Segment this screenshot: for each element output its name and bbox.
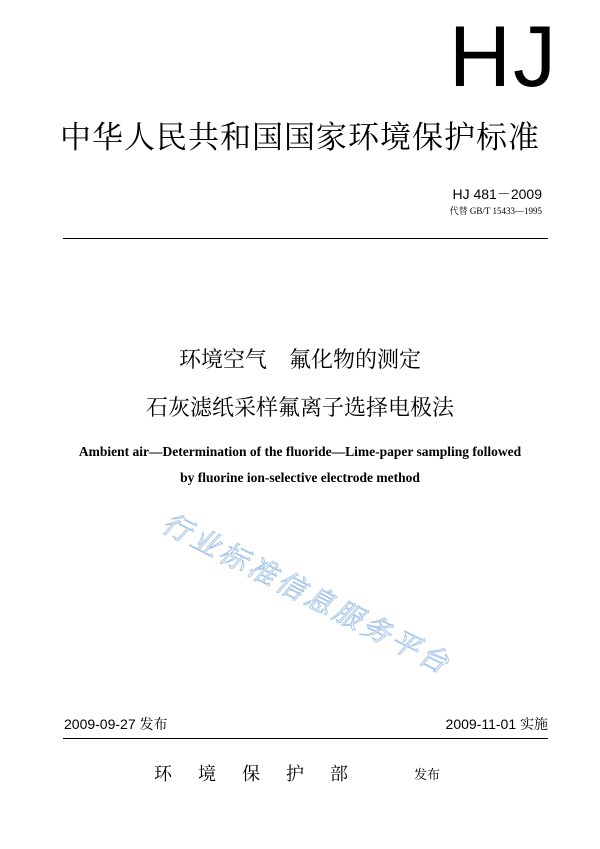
bottom-divider xyxy=(63,738,548,739)
chinese-title-line-1: 环境空气 氟化物的测定 xyxy=(178,348,421,373)
english-title-line-2: by fluorine ion-selective electrode method xyxy=(180,470,420,485)
implement-date: 2009-11-01 实施 xyxy=(445,716,548,732)
watermark-text: 行业标准信息服务平台 xyxy=(156,506,457,682)
chinese-title-line-2: 石灰滤纸采样氟离子选择电极法 xyxy=(145,396,454,421)
replaces-note: 代替 GB/T 15433—1995 xyxy=(449,206,542,216)
publish-date: 2009-09-27 发布 xyxy=(64,716,168,732)
standard-mark: HJ xyxy=(448,9,558,105)
english-title-line-1: Ambient air—Determination of the fluoride—Lime-paper sampling followed xyxy=(78,444,522,459)
top-divider xyxy=(63,238,548,239)
issuer-title: 中华人民共和国国家环境保护标准 xyxy=(60,120,540,156)
issuing-suffix: 发布 xyxy=(414,768,441,783)
standard-number: HJ 481－2009 xyxy=(452,186,542,202)
issuing-ministry: 环境保护部 xyxy=(154,764,374,785)
watermark xyxy=(150,500,510,700)
